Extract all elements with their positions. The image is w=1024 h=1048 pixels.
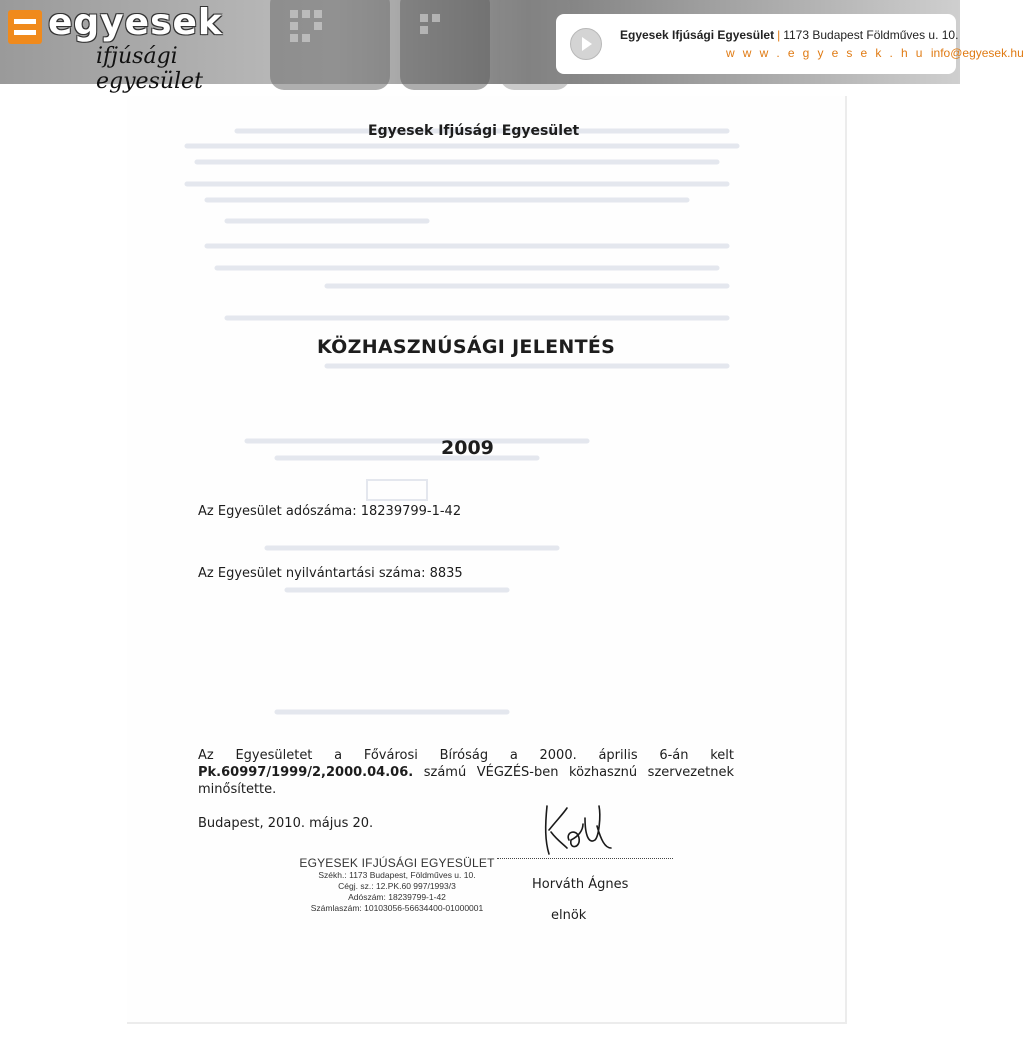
contact-card bbox=[556, 14, 1024, 74]
ruling-intro: Az Egyesületet a Fővárosi Bíróság a 2000. április 6-án kelt bbox=[198, 748, 734, 763]
place-and-date: Budapest, 2010. május 20. bbox=[198, 816, 374, 831]
organization-stamp bbox=[297, 856, 497, 914]
header-decoration bbox=[250, 0, 580, 84]
signer-name: Horváth Ágnes bbox=[532, 877, 629, 892]
signer-role: elnök bbox=[551, 908, 587, 923]
logo-wordmark: egyesek bbox=[48, 2, 223, 43]
stamp-title: EGYESEK IFJÚSÁGI EGYESÜLET bbox=[299, 856, 495, 870]
report-title: KÖZHASZNÚSÁGI JELENTÉS bbox=[317, 336, 616, 358]
handwritten-signature bbox=[539, 796, 619, 860]
egyesek-logo[interactable] bbox=[8, 2, 248, 94]
play-arrow-icon bbox=[570, 28, 602, 60]
stamp-account-number: Számlaszám: 10103056-56634400-01000001 bbox=[310, 903, 484, 913]
email-link[interactable]: info@egyesek.hu bbox=[930, 46, 1024, 60]
contact-web-line bbox=[726, 46, 1024, 60]
website-link[interactable]: w w w . e g y e s e k . h u bbox=[726, 46, 925, 60]
logo-tagline: ifjúsági egyesület bbox=[96, 44, 203, 94]
bleed-through-texture bbox=[127, 96, 845, 736]
contact-separator: | bbox=[777, 28, 781, 42]
contact-org: Egyesek Ifjúsági Egyesület bbox=[620, 28, 775, 42]
court-ruling-paragraph bbox=[198, 747, 734, 798]
contact-address-line bbox=[620, 28, 958, 42]
tax-number-line: Az Egyesület adószáma: 18239799-1-42 bbox=[198, 504, 462, 519]
logo-mark-icon bbox=[8, 10, 42, 44]
stamp-seat: Székh.: 1173 Budapest, Földműves u. 10. bbox=[318, 870, 476, 880]
report-year: 2009 bbox=[441, 437, 494, 459]
stamp-registry: Cégj. sz.: 12.PK.60 997/1993/3 bbox=[338, 881, 456, 891]
stamp-tax-number: Adószám: 18239799-1-42 bbox=[348, 892, 446, 902]
ruling-case-number: Pk.60997/1999/2,2000.04.06. bbox=[198, 765, 414, 780]
site-header bbox=[0, 0, 1024, 94]
ruling-rest: számú VÉGZÉS-ben közhasznú szervezetnek minősítette. bbox=[198, 765, 734, 797]
organization-title: Egyesek Ifjúsági Egyesület bbox=[368, 123, 580, 139]
scanned-report-page bbox=[127, 96, 847, 1024]
contact-address: 1173 Budapest Földműves u. 10. bbox=[783, 28, 959, 42]
registration-number-line: Az Egyesület nyilvántartási száma: 8835 bbox=[198, 566, 463, 581]
signature-dotted-line bbox=[497, 858, 673, 859]
